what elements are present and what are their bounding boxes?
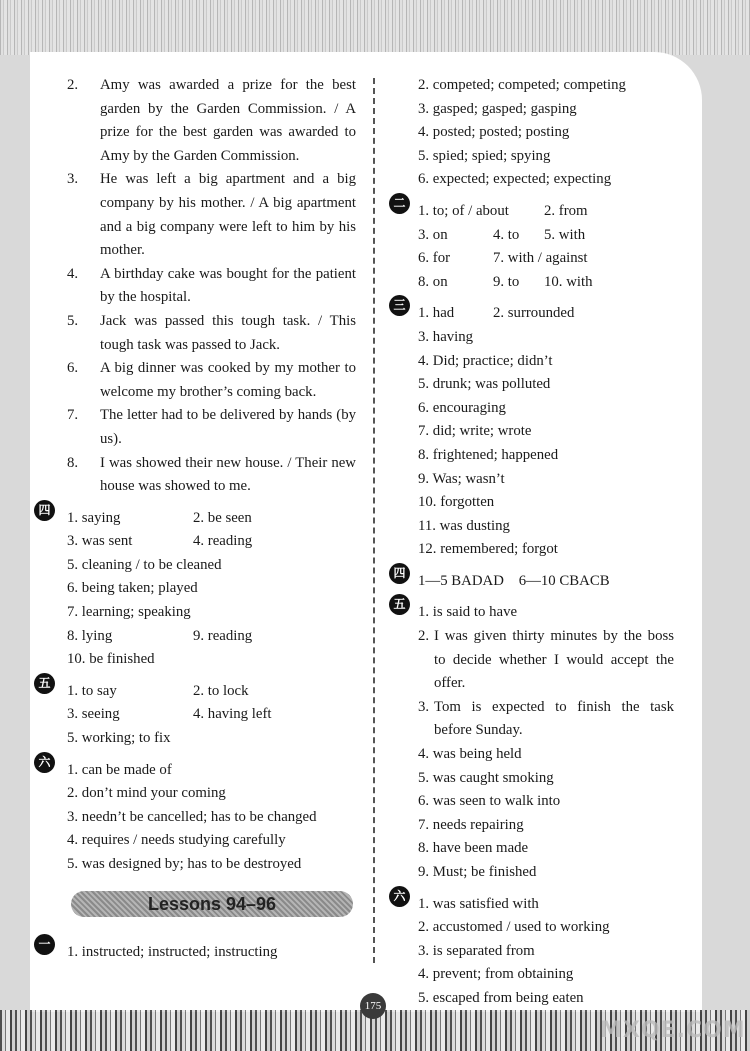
- column-divider: [373, 78, 375, 963]
- section-5-badge: 五: [389, 594, 410, 615]
- section-4-badge: 四: [34, 500, 55, 521]
- answer-item: 3. He was left a big apartment and a big company by his mother. / A big apartment and a big company were left to him by his mother.: [67, 171, 356, 259]
- watermark: MXQE.COM: [600, 1018, 746, 1043]
- left-column: 2. Amy was awarded a prize for the best garden by the Garden Commission. / A prize for the best garden was awarded to Amy by the Garden Commission. 3. He was left a big apartment and a big company by his mother. / A big apartment and a big company were left to him by his mother. 4. A birthday cake was bought for the patient by the hospital. 5. Jack was passed this tough task. / This tough task was passed to Jack. 6. A big dinner was cooked by my mother to welcome my brother’s coming back. 7. The letter had to be delivered by hands (by us). 8. I was showed their new house. / Their new house was showed to me. 四 1. saying 2. be seen 3. was sent 4. reading 5. cleaning / to be cleaned 6. being taken; played 7. learning; speaking 8. lying 9. reading 10. be finished 五 1. to say 2. to lock 3. seeing 4. having left 5. working; to fix 六 1. can be made of 2. don’t mind your coming 3. needn’t be cancelled; has to be changed 4. requires / needs studying carefully 5. was designed by; has to be destroyed: [67, 74, 357, 877]
- section-2-badge: 二: [389, 193, 410, 214]
- answer-item: 5. Jack was passed this tough task. / This tough task was passed to Jack.: [67, 312, 356, 353]
- section-2-row: 二 1. to; of / about 2. from: [418, 192, 689, 224]
- section-1-block: 一 1. instructed; instructed; instructing: [67, 933, 357, 965]
- section-6-badge: 六: [34, 752, 55, 773]
- right-column: 2. competed; competed; competing 3. gasped; gasped; gasping 4. posted; posted; posting 5. spied; spied; spying 6. expected; expected; expecting 二 1. to; of / about 2. from 3. on 4. to 5. with 6. for 7. with / against 8. on 9. to 10. with 三 1. had 2. surrounded 3. having 4. Did; practice; didn’t 5. drunk; was polluted 6. encouraging 7. did; write; wrote 8. frightened; happened 9. Was; wasn’t 10. forgotten 11. was dusting 12. remembered; forgot 四 1—5 BADAD 6—10 CBACB 五 1. is said to have 2. I was given thirty minutes by the boss to decide whether I would accept the offer. 3. Tom is expected to finish the task before Sunday. 4. was being held 5. was caught smoking 6. was seen to walk into 7. needs repairing 8. have been made 9. Must; be finished 六 1. was satisfied with 2. accustomed / used to working 3. is separated from 4. prevent; from obtaining 5. escaped from being eaten: [389, 74, 689, 1011]
- answer-item: 4. A birthday cake was bought for the patient by the hospital.: [67, 265, 356, 306]
- section-4-badge: 四: [389, 563, 410, 584]
- section-4-row: 四 1—5 BADAD 6—10 CBACB: [418, 562, 689, 594]
- section-3-badge: 三: [389, 295, 410, 316]
- section-4-row: 四 1. saying 2. be seen: [67, 499, 357, 531]
- lessons-banner: Lessons 94–96: [71, 891, 353, 917]
- answer-item: 6. A big dinner was cooked by my mother to welcome my brother’s coming back.: [67, 360, 356, 400]
- section-6-badge: 六: [389, 886, 410, 907]
- page-number: 175: [360, 993, 386, 1019]
- section-5-row: 五 1. is said to have: [418, 593, 689, 625]
- section-3-row: 三 1. had 2. surrounded: [418, 294, 689, 326]
- scan-noise-top: [0, 0, 750, 55]
- section-6-row: 六 1. was satisfied with: [418, 885, 689, 917]
- section-6-row: 六 1. can be made of: [67, 751, 357, 783]
- answer-item: 2. Amy was awarded a prize for the best garden by the Garden Commission. / A prize for the best garden was awarded to Amy by the Garden Commission.: [67, 77, 356, 164]
- section-5-badge: 五: [34, 673, 55, 694]
- answer-item: 7. The letter had to be delivered by hands (by us).: [67, 407, 356, 447]
- section-5-row: 五 1. to say 2. to lock: [67, 672, 357, 704]
- section-1-badge: 一: [34, 934, 55, 955]
- answer-item: 8. I was showed their new house. / Their new house was showed to me.: [67, 454, 356, 495]
